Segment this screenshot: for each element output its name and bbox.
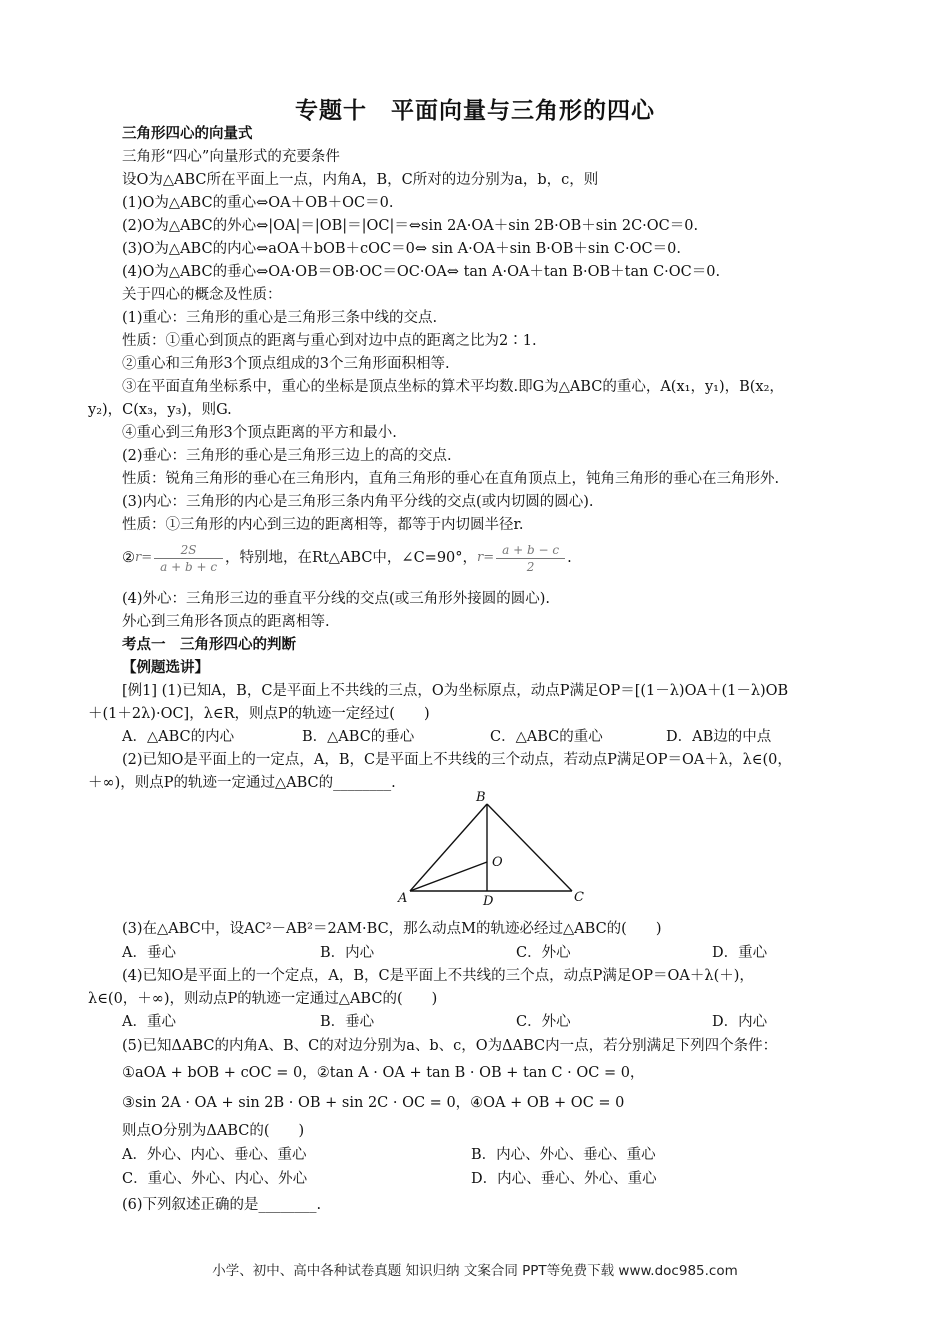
option-b: B．△ABC的垂心	[302, 729, 415, 745]
question-line: λ∈(0，＋∞)，则动点P的轨迹一定通过△ABC的( )	[88, 991, 438, 1007]
section-heading: 三角形四心的向量式	[122, 126, 253, 142]
text-line: (2)O为△ABC的外心⇔|OA|＝|OB|＝|OC|＝⇔sin 2A·OA＋sin 2B·OB＋sin 2C·OC＝0.	[122, 218, 699, 234]
question-line: 则点O分别为ΔABC的( )	[122, 1123, 305, 1139]
section-heading: 【例题选讲】	[122, 660, 209, 676]
question-line: ①aOA + bOB + cOC = 0，②tan A · OA + tan B · OB + tan C · OC = 0，	[122, 1065, 645, 1081]
option-c: C．△ABC的重心	[490, 729, 603, 745]
text-line: 外心到三角形各顶点的距离相等.	[122, 614, 330, 630]
label-d: D	[483, 894, 494, 906]
text-line: 性质：①三角形的内心到三边的距离相等，都等于内切圆半径r.	[122, 517, 524, 533]
text-line: ③在平面直角坐标系中，重心的坐标是顶点坐标的算术平均数.即G为△ABC的重心，A(x₁，y₁)，B(x₂，	[122, 379, 784, 395]
question-line: [例1] (1)已知A，B，C是平面上不共线的三点，O为坐标原点，动点P满足OP＝[(1－λ)OA＋(1－λ)OB	[122, 683, 789, 699]
option-d: D．内心、垂心、外心、重心	[471, 1171, 657, 1187]
label-o: O	[492, 855, 503, 870]
question-line: (2)已知O是平面上的一定点，A，B，C是平面上不共线的三个动点，若动点P满足OP＝OA＋λ，λ∈(0，	[122, 752, 792, 768]
question-line: (3)在△ABC中，设AC²－AB²＝2AM·BC，那么动点M的轨迹必经过△ABC的( )	[122, 921, 662, 937]
text-line: (3)O为△ABC的内心⇔aOA＋bOB＋cOC＝0⇔ sin A·OA＋sin B·OB＋sin C·OC＝0.	[122, 241, 681, 257]
text-line: ②重心和三角形3个顶点组成的3个三角形面积相等.	[122, 356, 450, 372]
fraction-denominator: 2	[526, 559, 535, 574]
option-a: A．△ABC的内心	[122, 729, 235, 745]
text: ②	[122, 550, 135, 566]
question-line: ＋∞)，则点P的轨迹一定通过△ABC的________.	[88, 775, 396, 791]
option-c: C．外心	[516, 945, 571, 961]
question-line: (6)下列叙述正确的是________.	[122, 1197, 322, 1213]
text: .	[567, 550, 572, 566]
question-line: (5)已知ΔABC的内角A、B、C的对边分别为a、b、c，O为ΔABC内一点，若分别满足下列四个条件：	[122, 1038, 778, 1054]
text-line: 三角形“四心”向量形式的充要条件	[122, 149, 340, 165]
text-line: 关于四心的概念及性质：	[122, 287, 282, 303]
text-line: (3)内心：三角形的内心是三角形三条内角平分线的交点(或内切圆的圆心).	[122, 494, 594, 510]
option-d: D．内心	[712, 1014, 768, 1030]
option-b: B．内心、外心、垂心、重心	[471, 1147, 656, 1163]
option-d: D．AB边的中点	[666, 729, 772, 745]
label-b: B	[476, 790, 486, 805]
text-line: (1)O为△ABC的重心⇔OA＋OB＋OC＝0.	[122, 195, 394, 211]
fraction-denominator: a + b + c	[160, 559, 218, 574]
option-a: A．重心	[122, 1014, 176, 1030]
formula-line	[122, 540, 572, 576]
option-c: C．重心、外心、内心、外心	[122, 1171, 308, 1187]
text-line: (2)垂心：三角形的垂心是三角形三边上的高的交点.	[122, 448, 452, 464]
text-line: 性质：锐角三角形的垂心在三角形内，直角三角形的垂心在直角顶点上，钝角三角形的垂心在三角形外.	[122, 471, 780, 487]
text: ，特别地，在Rt△ABC中，∠C=90°，	[225, 550, 478, 566]
fraction-numerator: 2S	[154, 542, 223, 559]
formula-lhs: r=	[135, 550, 153, 565]
option-d: D．重心	[712, 945, 768, 961]
side-bc	[487, 804, 572, 891]
fraction	[154, 542, 223, 575]
label-a: A	[398, 891, 408, 906]
text-line: y₂)，C(x₃，y₃)，则G.	[88, 402, 232, 418]
text-line: ④重心到三角形3个顶点距离的平方和最小.	[122, 425, 397, 441]
segment-ao	[410, 862, 487, 891]
triangle-figure	[392, 788, 598, 906]
option-b: B．内心	[320, 945, 375, 961]
formula-lhs: r=	[477, 550, 495, 565]
option-c: C．外心	[516, 1014, 571, 1030]
option-a: A．外心、内心、垂心、重心	[122, 1147, 307, 1163]
text-line: (1)重心：三角形的重心是三角形三条中线的交点.	[122, 310, 438, 326]
option-a: A．垂心	[122, 945, 176, 961]
question-line: ③sin 2A · OA + sin 2B · OB + sin 2C · OC = 0，④OA + OB + OC = 0	[122, 1095, 625, 1111]
fraction-numerator: a + b − c	[496, 542, 565, 559]
label-c: C	[574, 890, 584, 905]
fraction	[496, 542, 565, 575]
page-title: 专题十 平面向量与三角形的四心	[295, 98, 655, 124]
section-heading: 考点一 三角形四心的判断	[122, 637, 296, 653]
text-line: (4)O为△ABC的垂心⇔OA·OB＝OB·OC＝OC·OA⇔ tan A·OA＋tan B·OB＋tan C·OC＝0.	[122, 264, 721, 280]
page-footer: 小学、初中、高中各种试卷真题 知识归纳 文案合同 PPT等免费下载 www.doc985.com	[212, 1263, 738, 1279]
text-line: 性质：①重心到顶点的距离与重心到对边中点的距离之比为2∶1.	[122, 333, 537, 349]
text-line: (4)外心：三角形三边的垂直平分线的交点(或三角形外接圆的圆心).	[122, 591, 550, 607]
option-b: B．垂心	[320, 1014, 375, 1030]
question-line: (4)已知O是平面上的一个定点，A，B，C是平面上不共线的三个点，动点P满足OP＝OA＋λ(＋)，	[122, 968, 754, 984]
text-line: 设O为△ABC所在平面上一点，内角A，B，C所对的边分别为a，b，c，则	[122, 172, 599, 188]
question-line: ＋(1＋2λ)·OC]，λ∈R，则点P的轨迹一定经过( )	[88, 706, 430, 722]
side-ab	[410, 804, 487, 891]
